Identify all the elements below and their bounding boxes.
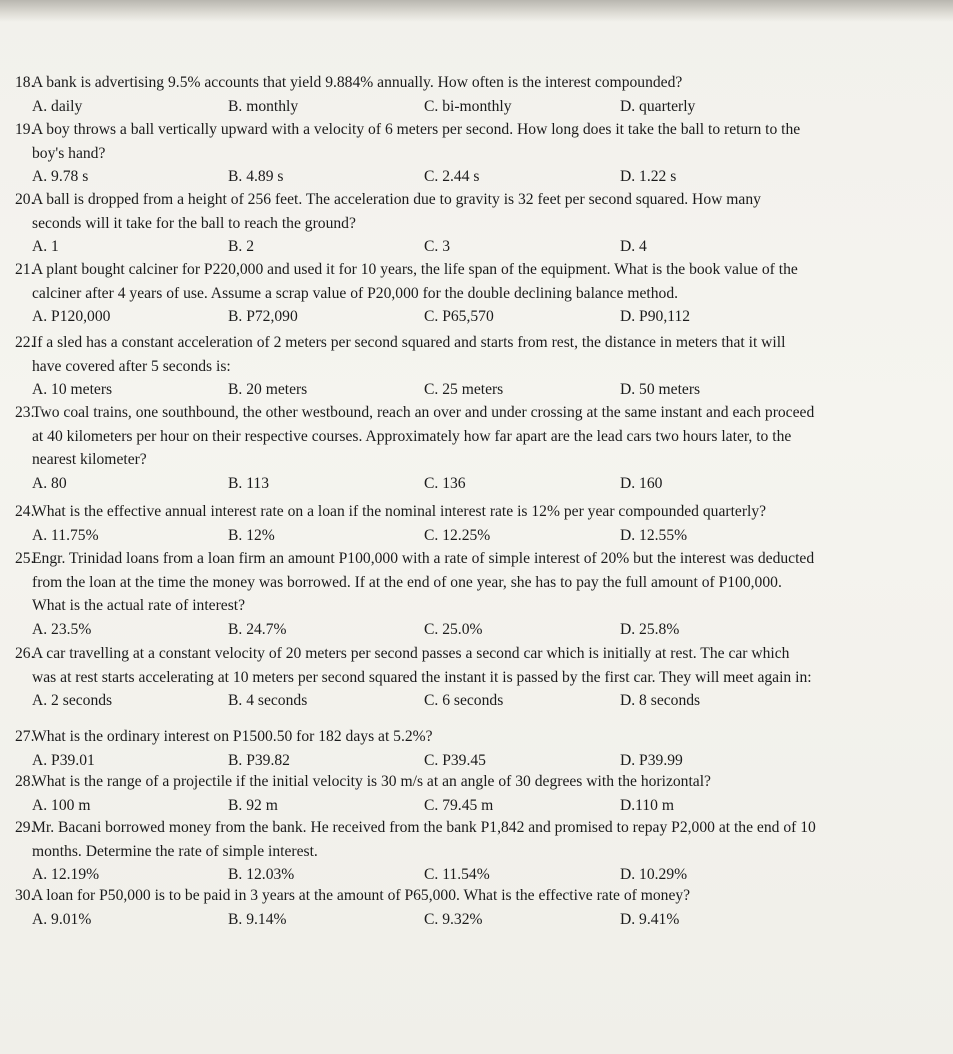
option-c: C. 3 — [424, 238, 450, 255]
option-b: B. 20 meters — [228, 381, 308, 398]
question-number: 27. — [15, 728, 35, 745]
question-23 — [0, 401, 953, 495]
option-a: A. 9.78 s — [32, 168, 89, 185]
question-18 — [0, 71, 953, 118]
question-number: 20. — [15, 191, 35, 208]
option-b: B. 12% — [228, 526, 275, 544]
option-c: C. P65,570 — [424, 308, 494, 325]
question-text-continued: boy's hand? — [32, 144, 106, 162]
question-text: Engr. Trinidad loans from a loan firm an amount P100,000 with a rate of simple interest of 20% but the interest was deducted — [32, 550, 815, 567]
question-text: A loan for P50,000 is to be paid in 3 years at the amount of P65,000. What is the effective rate of money? — [32, 887, 691, 904]
question-number: 30. — [15, 887, 35, 904]
question-29 — [0, 816, 953, 887]
question-text: A bank is advertising 9.5% accounts that yield 9.884% annually. How often is the interest compounded? — [32, 74, 683, 91]
option-a: A. 80 — [32, 474, 67, 492]
question-text: What is the effective annual interest rate on a loan if the nominal interest rate is 12% per year compounded quarterly? — [32, 503, 767, 520]
option-c: C. 25.0% — [424, 620, 483, 638]
question-number: 22. — [15, 334, 35, 351]
question-text: What is the ordinary interest on P1500.50 for 182 days at 5.2%? — [32, 728, 433, 745]
answer-options — [0, 524, 953, 548]
question-text-continued: What is the actual rate of interest? — [32, 597, 246, 614]
question-27 — [0, 725, 953, 772]
question-number: 24. — [15, 503, 35, 520]
option-d: D. quarterly — [620, 97, 696, 115]
option-a: A. P39.01 — [32, 751, 95, 769]
option-c: C. 25 meters — [424, 381, 504, 398]
option-b: B. 113 — [228, 474, 270, 492]
option-d: D. 10.29% — [620, 866, 688, 883]
option-d: D. 160 — [620, 474, 663, 492]
option-a: A. 1 — [32, 238, 59, 255]
option-d: D. 12.55% — [620, 526, 688, 544]
question-24 — [0, 500, 953, 547]
question-text: A boy throws a ball vertically upward with a velocity of 6 meters per second. How long does it take the ball to return to the — [32, 121, 801, 138]
option-d: D. 8 seconds — [620, 692, 701, 709]
option-b: B. 92 m — [228, 796, 278, 814]
question-number: 28. — [15, 773, 35, 790]
option-c: C. 79.45 m — [424, 796, 494, 814]
option-c: C. P39.45 — [424, 751, 486, 769]
option-a: A. 2 seconds — [32, 692, 113, 709]
question-19 — [0, 118, 953, 189]
option-b: B. 4.89 s — [228, 168, 284, 185]
question-30 — [0, 884, 953, 931]
answer-options — [0, 908, 953, 932]
answer-options — [0, 305, 953, 329]
question-number: 29. — [15, 819, 35, 836]
question-text: Two coal trains, one southbound, the other westbound, reach an over and under crossing at the same instant and each proceed — [32, 404, 815, 421]
option-a: A. 23.5% — [32, 620, 92, 638]
question-text: What is the range of a projectile if the initial velocity is 30 m/s at an angle of 30 degrees with the horizontal? — [32, 773, 711, 790]
question-text-continued: from the loan at the time the money was borrowed. If at the end of one year, she has to pay the full amount of P100,000. — [32, 573, 782, 591]
option-b: B. 12.03% — [228, 866, 295, 883]
question-28 — [0, 770, 953, 817]
option-b: B. 24.7% — [228, 620, 287, 638]
question-text: A plant bought calciner for P220,000 and used it for 10 years, the life span of the equipment. What is the book value of the — [32, 261, 798, 278]
option-d: D. P39.99 — [620, 751, 683, 769]
question-number: 23. — [15, 404, 35, 421]
option-b: B. monthly — [228, 97, 299, 115]
question-26 — [0, 642, 953, 713]
option-a: A. P120,000 — [32, 308, 111, 325]
answer-options — [0, 378, 953, 402]
option-d: D. 9.41% — [620, 910, 680, 928]
question-text-continued: seconds will it take for the ball to reach the ground? — [32, 214, 356, 232]
answer-options — [0, 749, 953, 773]
option-c: C. 136 — [424, 474, 466, 492]
answer-options — [0, 235, 953, 259]
option-b: B. 4 seconds — [228, 692, 308, 709]
question-text-continued: was at rest starts accelerating at 10 meters per second squared the instant it is passed by the first car. They will meet again in: — [32, 668, 812, 686]
answer-options — [0, 863, 953, 887]
option-a: A. 12.19% — [32, 866, 100, 883]
option-a: A. 10 meters — [32, 381, 113, 398]
option-d: D.110 m — [620, 796, 674, 814]
option-b: B. P39.82 — [228, 751, 290, 769]
question-number: 25. — [15, 550, 35, 567]
answer-options — [0, 618, 953, 642]
question-25 — [0, 547, 953, 641]
question-text-continued: have covered after 5 seconds is: — [32, 357, 231, 375]
answer-options — [0, 794, 953, 818]
option-c: C. 6 seconds — [424, 692, 504, 709]
question-text: If a sled has a constant acceleration of 2 meters per second squared and starts from rest, the distance in meters that it will — [32, 334, 786, 351]
answer-options — [0, 95, 953, 119]
question-text-continued: months. Determine the rate of simple interest. — [32, 842, 318, 860]
answer-options — [0, 472, 953, 496]
option-d: D. 50 meters — [620, 381, 701, 398]
option-b: B. 9.14% — [228, 910, 287, 928]
question-text-continued: at 40 kilometers per hour on their respective courses. Approximately how far apart are the lead cars two hours later, to the — [32, 427, 792, 445]
option-a: A. 11.75% — [32, 526, 99, 544]
option-c: C. 9.32% — [424, 910, 483, 928]
option-a: A. 100 m — [32, 796, 91, 814]
option-d: D. 25.8% — [620, 620, 680, 638]
option-d: D. 4 — [620, 238, 647, 255]
page-shadow — [0, 0, 953, 22]
question-number: 18. — [15, 74, 35, 91]
option-b: B. 2 — [228, 238, 254, 255]
option-c: C. 11.54% — [424, 866, 490, 883]
option-c: C. 12.25% — [424, 526, 491, 544]
option-a: A. daily — [32, 97, 83, 115]
question-number: 19. — [15, 121, 35, 138]
option-c: C. 2.44 s — [424, 168, 480, 185]
question-text: A ball is dropped from a height of 256 feet. The acceleration due to gravity is 32 feet per second squared. How many — [32, 191, 761, 208]
question-text-continued: calciner after 4 years of use. Assume a scrap value of P20,000 for the double declining balance method. — [32, 284, 679, 302]
question-number: 21. — [15, 261, 35, 278]
option-c: C. bi-monthly — [424, 97, 512, 115]
answer-options — [0, 689, 953, 713]
question-text: A car travelling at a constant velocity of 20 meters per second passes a second car which is initially at rest. The car which — [32, 645, 790, 662]
option-d: D. P90,112 — [620, 308, 691, 325]
option-d: D. 1.22 s — [620, 168, 677, 185]
question-number: 26. — [15, 645, 35, 662]
question-20 — [0, 188, 953, 259]
question-22 — [0, 331, 953, 402]
question-21 — [0, 258, 953, 329]
option-b: B. P72,090 — [228, 308, 298, 325]
question-text-continued: nearest kilometer? — [32, 451, 147, 468]
question-text: Mr. Bacani borrowed money from the bank. He received from the bank P1,842 and promised to repay P2,000 at the end of 10 — [32, 819, 816, 836]
answer-options — [0, 165, 953, 189]
option-a: A. 9.01% — [32, 910, 92, 928]
